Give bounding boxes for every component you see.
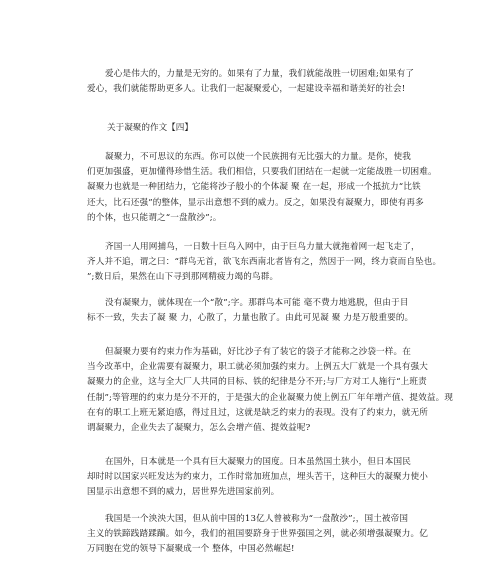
text-line: 还大，比石还强”的整体，显示出意想不到的威力。反之，如果没有凝聚力，即使有再多 bbox=[87, 197, 424, 208]
text-line: 却时时以国家兴旺发达为约束力，工作时常加班加点，埋头苦干，这种巨大的凝聚力使小 bbox=[87, 472, 429, 483]
paragraph-cohesion-definition bbox=[87, 150, 461, 226]
text-line: 谓凝聚力，企业失去了凝聚力，怎么会增产值、提效益呢? bbox=[87, 423, 311, 434]
text-line: 国显示出意想不到的威力，居世界先进国家前列。 bbox=[87, 487, 280, 498]
text-line: 凝聚力也就是一种团结力，它能将沙子般小的个体凝 聚 在一起，形成一个抵抗力“比铁 bbox=[87, 182, 421, 193]
text-line: 但凝聚力要有约束力作为基础，好比沙子有了装它的袋子才能称之沙袋一样。在 bbox=[105, 347, 412, 357]
text-line: 主义的铁蹄践踏蹂躏。如今，我们的祖国要跻身于世界强国之列，就必须增强凝聚力。亿 bbox=[87, 529, 429, 540]
text-line: 的个体，也只能谓之“一盘散沙”;。 bbox=[87, 212, 222, 223]
paragraph-bird-story bbox=[87, 240, 461, 286]
text-line: 在国外，日本就是一个具有巨大凝聚力的国度。日本虽然国土狭小，但日本国民 bbox=[105, 457, 412, 467]
text-line: 任制”;等管理的约束力是分不开的，于是强大的企业凝聚力使上例五厂年年增产值、提效益。现 bbox=[87, 392, 454, 403]
text-line: 没有凝聚力，就体现在一个“散”;字。那群鸟本可能 毫不费力地逃脱，但由于目 bbox=[105, 298, 409, 308]
text-line: 在有的职工上班无紧迫感，得过且过，这就是缺乏约束力的表现。没有了约束力，就无所 bbox=[87, 407, 429, 418]
text-line: 凝聚力，不可思议的东西。你可以使一个民族拥有无比强大的力量。是你，使我 bbox=[105, 152, 412, 162]
text-line: 齐国一人用网捕鸟，一日数十巨鸟入网中，由于巨鸟力量大就拖着网一起飞走了， bbox=[105, 242, 420, 252]
paragraph-love-power bbox=[87, 67, 461, 97]
text-line: 爱心，我们就能帮助更多人。让我们一起凝聚爱心，一起建设幸福和谐美好的社会! bbox=[87, 84, 406, 95]
text-line: 我国是一个泱泱大国，但从前中国的13亿人曾被称为“一盘散沙”;，国土被帝国 bbox=[105, 514, 409, 524]
text-line: 标不一致，失去了凝 聚 力，心散了，力量也散了。由此可见凝 聚 力是万般重要的。 bbox=[87, 313, 414, 324]
text-line: ”;数日后，果然在山下寻到那网精疲力竭的鸟群。 bbox=[87, 272, 279, 283]
text-line: 当今改革中，企业需要有凝聚力，职工就必须加强约束力。上例五大厂就是一个具有强大 bbox=[87, 362, 429, 373]
text-line: 爱心是伟大的，力量是无穷的。如果有了力量，我们就能战胜一切困难;如果有了 bbox=[105, 69, 415, 79]
section-heading: 关于凝聚的作文【四】 bbox=[107, 123, 193, 133]
text-line: 齐人并不追，谓之曰：“群鸟无首，欲飞东西南北者皆有之，然因于一网，终力衰而自坠也。 bbox=[87, 257, 442, 268]
paragraph-japan bbox=[87, 455, 461, 501]
text-line: 们更加强盛，更加懂得珍惜生活。我们相信，只要我们团结在一起就一定能战胜一切困难。 bbox=[87, 167, 437, 178]
paragraph-scatter bbox=[87, 296, 461, 326]
paragraph-constraint bbox=[87, 345, 461, 436]
text-line: 万同胞在党的领导下凝聚成一个 整体，中国必然崛起! bbox=[87, 544, 295, 555]
paragraph-china bbox=[87, 512, 461, 558]
text-line: 凝聚力的企业，这与全大厂人共同的目标、铁的纪律是分不开;与厂方对工人施行“上班责 bbox=[87, 377, 427, 388]
